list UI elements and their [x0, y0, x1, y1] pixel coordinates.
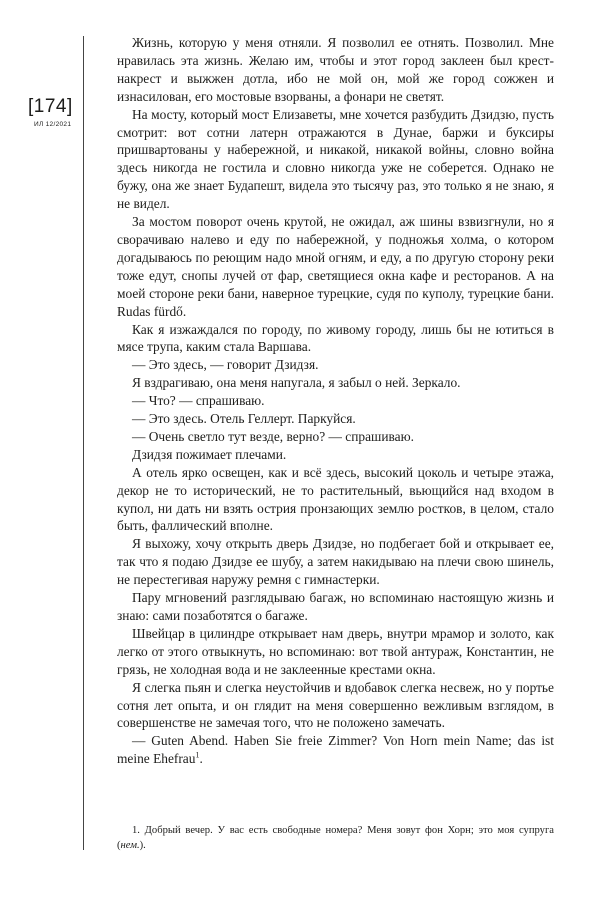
- paragraph-last-text: — Guten Abend. Haben Sie freie Zimmer? Von Horn mein Name; das ist meine Ehefrau: [117, 733, 554, 767]
- paragraph: Жизнь, которую у меня отняли. Я позволил ее отнять. Позволил. Мне нравилась эта жизнь. Желаю им, чтобы и этот город заклеен был крест-накрест и выжжен дотла, ибо не мой он, мой же город сожжен и изнасилован, его мостовые взорваны, а фонари не светят.: [117, 35, 554, 104]
- paragraph: — Очень светло тут везде, верно? — спрашиваю.: [132, 428, 414, 444]
- paragraph: Дзидзя пожимает плечами.: [132, 446, 287, 462]
- paragraph: Я слегка пьян и слегка неустойчив и вдобавок слегка несвеж, но у портье сотня лет опыта, и он глядит на меня совершенно вежливым взглядом, в совершенстве не замечая того, что не положено замечать.: [117, 679, 554, 731]
- footnote-marker: 1: [195, 750, 200, 760]
- footnote-text: 1. Добрый вечер. У вас есть свободные номера? Меня зовут фон Хорн; это моя супруга (: [117, 825, 554, 851]
- paragraph: А отель ярко освещен, как и всё здесь, высокий цоколь и четыре этажа, декор не то исторический, не то растительный, вьющийся над входом в купол, ни дать ни взять острия пронзающих землю ростков, в целом, стало быть, фаллический вполне.: [117, 464, 554, 534]
- footnote-lang: нем.: [120, 839, 140, 851]
- paragraph: — Это здесь, — говорит Дзидзя.: [132, 357, 319, 373]
- paragraph: На мосту, который мост Елизаветы, мне хочется разбудить Дзидзю, пусть смотрит: вот сотни латерн отражаются в Дунае, баржи и буксиры пришвартованы у набережной, и никакой, никакой войны, словно война здесь никогда не гостила и словно никогда уже не соберется. Однако не бужу, она же знает Будапешт, видела это тысячу раз, это только я не знаю, я не видел.: [117, 106, 554, 212]
- issue-label: ИЛ 12/2021: [34, 121, 72, 128]
- paragraph: За мостом поворот очень крутой, не ожидал, аж шины взвизгнули, но я сворачиваю налево и еду по набережной, у подножья холма, о котором догадываюсь по реющим надо мной огням, и еду, а по другую сторону реки тоже едут, снопы лучей от фар, светящиеся окна кафе и ресторанов. А на моей стороне реки бани, наверное турецкие, судя по куполу, турецкие бани. Rudas fürdő.: [117, 214, 554, 319]
- paragraph: Я вздрагиваю, она меня напугала, я забыл о ней. Зеркало.: [132, 375, 461, 391]
- main-text: [117, 34, 554, 768]
- paragraph: Как я изжаждался по городу, по живому городу, лишь бы не ютиться в мясе трупа, каким стала Варшава.: [117, 321, 554, 355]
- footnote: [117, 824, 554, 853]
- margin-rule: [83, 36, 84, 850]
- paragraph: Пару мгновений разглядываю багаж, но вспоминаю настоящую жизнь и знаю: сами позаботятся о багаже.: [117, 590, 554, 623]
- footnote-end: ).: [139, 839, 146, 851]
- paragraph: Я выхожу, хочу открыть дверь Дзидзе, но подбегает бой и открывает ее, так что я подаю Дзидзе ее шубу, а затем накидываю на плечи свою шинель, не перестегивая наружу ремня с гимнастерки.: [117, 536, 554, 588]
- paragraph: — Что? — спрашиваю.: [132, 393, 265, 409]
- paragraph-last: — Guten Abend. Haben Sie freie Zimmer? Von Horn mein Name; das ist meine Ehefrau$^1$.: [117, 733, 554, 767]
- paragraph: Швейцар в цилиндре открывает нам дверь, внутри мрамор и золото, как легко от этого отвыкнуть, но вспоминаю: вот твой антураж, Константин, не грязь, не холодная вода и не заклеенные крестами окна.: [117, 625, 554, 677]
- page-number: [174]: [28, 96, 73, 117]
- paragraph: — Это здесь. Отель Геллерт. Паркуйся.: [132, 411, 356, 427]
